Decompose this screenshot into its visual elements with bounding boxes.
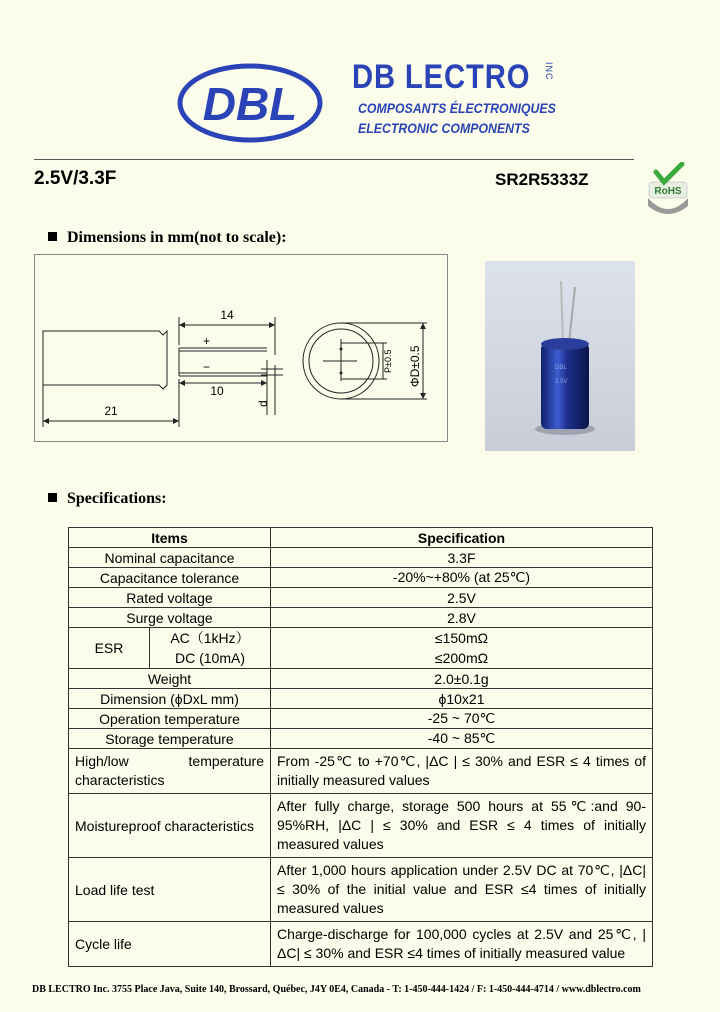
table-row xyxy=(69,548,653,568)
product-rating: 2.5V/3.3F xyxy=(34,168,117,189)
esr-dc-value: ≤200mΩ xyxy=(434,650,489,666)
logo-text: DBL xyxy=(202,78,298,130)
row-label: Weight xyxy=(69,669,271,689)
svg-text:2.5V: 2.5V xyxy=(555,379,568,385)
table-row xyxy=(69,729,653,749)
minus-sign: − xyxy=(203,360,211,374)
row-value: ϕ10x21 xyxy=(271,689,653,709)
bullet-icon xyxy=(48,232,57,241)
esr-cell xyxy=(69,628,271,669)
brand-tagline-fr: COMPOSANTS ÉLECTRONIQUES xyxy=(358,100,556,116)
brand-name: DB LECTRO xyxy=(352,58,531,96)
svg-text:DBL: DBL xyxy=(555,365,567,371)
rohs-label: RoHS xyxy=(654,186,682,197)
dim-21-label: 21 xyxy=(104,404,118,418)
brand-tagline-en: ELECTRONIC COMPONENTS xyxy=(358,120,530,136)
specifications-title: Specifications: xyxy=(67,490,167,507)
esr-values xyxy=(271,628,653,669)
row-label: Dimension (ϕDxL mm) xyxy=(69,689,271,709)
row-label: Storage temperature xyxy=(69,729,271,749)
row-label: Operation temperature xyxy=(69,709,271,729)
row-label: High/low temperature characteristics xyxy=(69,749,271,794)
capacitor-photo xyxy=(485,261,635,451)
header-specification: Specification xyxy=(271,528,653,548)
table-row xyxy=(69,608,653,628)
dimensions-heading xyxy=(48,229,287,247)
table-row xyxy=(69,794,653,858)
row-value: From -25℃ to +70℃, |ΔC | ≤ 30% and ESR ≤ 4 times of initially measured values xyxy=(271,749,653,794)
table-header-row xyxy=(69,528,653,548)
header-rule xyxy=(34,159,634,160)
esr-ac-label: AC（1kHz） xyxy=(170,630,250,646)
row-value: 2.5V xyxy=(271,588,653,608)
specifications-table xyxy=(68,527,653,967)
table-row xyxy=(69,568,653,588)
footer-address: DB LECTRO Inc. 3755 Place Java, Suite 140, Brossard, Québec, J4Y 0E4, Canada - T: 1-450-444-1424 / F: 1-450-444-4714 / www.dblectro.com xyxy=(32,984,641,995)
dim-14-label: 14 xyxy=(220,308,234,322)
dbl-logo xyxy=(176,62,324,144)
row-value: 3.3F xyxy=(271,548,653,568)
table-row xyxy=(69,669,653,689)
bullet-icon xyxy=(48,493,57,502)
esr-dc-label: DC (10mA) xyxy=(174,650,245,666)
row-value: 2.8V xyxy=(271,608,653,628)
table-row xyxy=(69,689,653,709)
dimension-drawing xyxy=(34,254,448,442)
dimensions-title: Dimensions in mm(not to scale): xyxy=(67,229,287,246)
row-label: Rated voltage xyxy=(69,588,271,608)
row-value: After 1,000 hours application under 2.5V DC at 70℃, |ΔC| ≤ 30% of the initial value and ESR ≤4 times of initially measured values xyxy=(271,858,653,922)
phi-label: ΦD±0.5 xyxy=(408,345,422,387)
header-items: Items xyxy=(69,528,271,548)
row-label: Capacitance tolerance xyxy=(69,568,271,588)
row-label: Surge voltage xyxy=(69,608,271,628)
part-number: SR2R5333Z xyxy=(495,170,589,189)
rohs-badge-icon xyxy=(646,162,690,214)
row-label: Nominal capacitance xyxy=(69,548,271,568)
plus-sign: + xyxy=(203,334,211,348)
row-label: Moistureproof characteristics xyxy=(69,794,271,858)
row-label: Load life test xyxy=(69,858,271,922)
table-row xyxy=(69,858,653,922)
dim-10-label: 10 xyxy=(210,384,224,398)
table-row xyxy=(69,709,653,729)
row-value: -20%~+80% (at 25℃) xyxy=(271,568,653,588)
table-row xyxy=(69,749,653,794)
esr-label: ESR xyxy=(69,628,150,668)
row-value: -40 ~ 85℃ xyxy=(271,729,653,749)
d-label: d xyxy=(256,400,270,407)
table-row-esr xyxy=(69,628,653,669)
row-value: After fully charge, storage 500 hours at 55℃:and 90-95%RH, |ΔC | ≤ 30% and ESR ≤ 4 times of initially measured values xyxy=(271,794,653,858)
row-value: 2.0±0.1g xyxy=(271,669,653,689)
brand-inc: INC xyxy=(544,62,554,81)
row-label: Cycle life xyxy=(69,922,271,967)
row-value: -25 ~ 70℃ xyxy=(271,709,653,729)
esr-ac-value: ≤150mΩ xyxy=(434,630,489,646)
p-label: P±0.5 xyxy=(383,349,393,373)
table-row xyxy=(69,588,653,608)
specifications-heading xyxy=(48,490,167,508)
table-row xyxy=(69,922,653,967)
row-value: Charge-discharge for 100,000 cycles at 2.5V and 25℃, |ΔC| ≤ 30% and ESR ≤4 times of initially measured value xyxy=(271,922,653,967)
